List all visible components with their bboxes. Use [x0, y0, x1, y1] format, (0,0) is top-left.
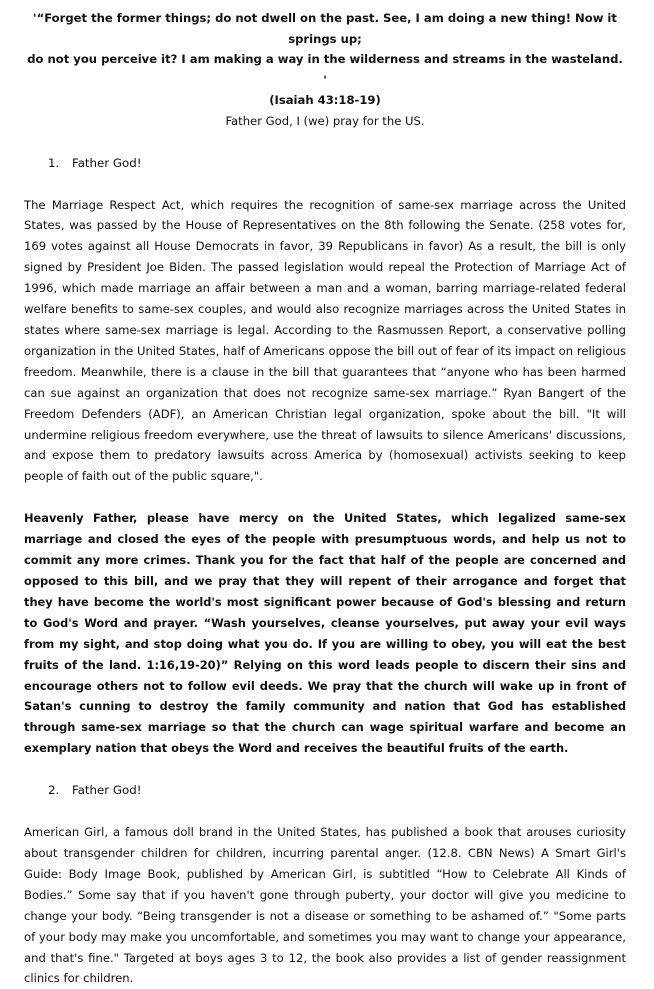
- scripture-reference: (Isaiah 43:18-19): [269, 93, 381, 108]
- scripture-quote-line-1: '“Forget the former things; do not dwell on the past. See, I am doing a new thing! Now it springs up;: [33, 11, 617, 46]
- section-1-body: The Marriage Respect Act, which requires the recognition of same-sex marriage across the United States, was passed by the House of Representatives on the 8th following the Senate. (258 votes for, 169 votes against all House Democrats in favor, 39 Republicans in favor) As a result, the bill is only signed by President Joe Biden. The passed legislation would repeal the Protection of Marriage Act of 1996, which made marriage an affair between a man and a woman, barring marriage-related federal welfare benefits to same-sex couples, and would also recognize marriages across the United States in states where same-sex marriage is legal. According to the Rasmussen Report, a conservative polling organization in the United States, half of Americans oppose the bill out of fear of its impact on religious freedom. Meanwhile, there is a clause in the bill that guarantees that “anyone who has been harmed can sue against an organization that does not recognize same-sex marriage.” Ryan Bangert of the Freedom Defenders (ADF), an American Christian legal organization, spoke about the bill. "It will undermine religious freedom everywhere, use the threat of lawsuits to silence Americans' discussions, and expose them to predatory lawsuits across America by (homosexual) activists seeking to keep people of faith out of the public square,".: [24, 197, 626, 484]
- section-2-number: 2.: [48, 783, 60, 798]
- section-1-title: Father God!: [72, 155, 142, 170]
- document-page: [24, 8, 626, 989]
- section-2-body: American Girl, a famous doll brand in the United States, has published a book that arouses curiosity about transgender children for children, incurring parental anger. (12.8. CBN News) A Smart Girl's Guide: Body Image Book, published by American Girl, is subtitled “How to Celebrate All Kinds of Bodies.” Some say that if you haven't gone through puberty, your doctor will give you medicine to change your body. “Being transgender is not a disease or something to be ashamed of.” "Some parts of your body may make you uncomfortable, and sometimes you may want to change your appearance, and that's fine." Targeted at boys ages 3 to 12, the book also provides a list of gender reassignment clinics for children.: [24, 825, 626, 986]
- section-1-number: 1.: [48, 155, 60, 170]
- section-1-heading: [24, 153, 626, 173]
- section-2-title: Father God!: [72, 783, 142, 798]
- section-1-prayer: Heavenly Father, please have mercy on the United States, which legalized same-sex marriage and closed the eyes of the people with presumptuous words, and help us not to commit any more crimes. Thank you for the fact that half of the people are concerned and opposed to this bill, and we pray that they will repent of their arrogance and forget that they have become the world's most significant power because of God's blessing and return to God's Word and prayer. “Wash yourselves, cleanse yourselves, put away your evil ways from my sight, and stop doing what you do. If you are willing to obey, you will eat the best fruits of the land. 1:16,19-20)” Relying on this word leads people to discern their sins and encourage others not to follow evil deeds. We pray that the church will wake up in front of Satan's cunning to destroy the family community and nation that God has established through same-sex marriage so that the church can wage spiritual warfare and become an exemplary nation that obeys the Word and receives the beautiful fruits of the earth.: [24, 511, 626, 756]
- section-2-heading: [24, 780, 626, 800]
- scripture-quote-line-2: do not you perceive it? I am making a way in the wilderness and streams in the wasteland. ': [27, 52, 623, 87]
- prayer-intro: Father God, I (we) pray for the US.: [225, 113, 425, 128]
